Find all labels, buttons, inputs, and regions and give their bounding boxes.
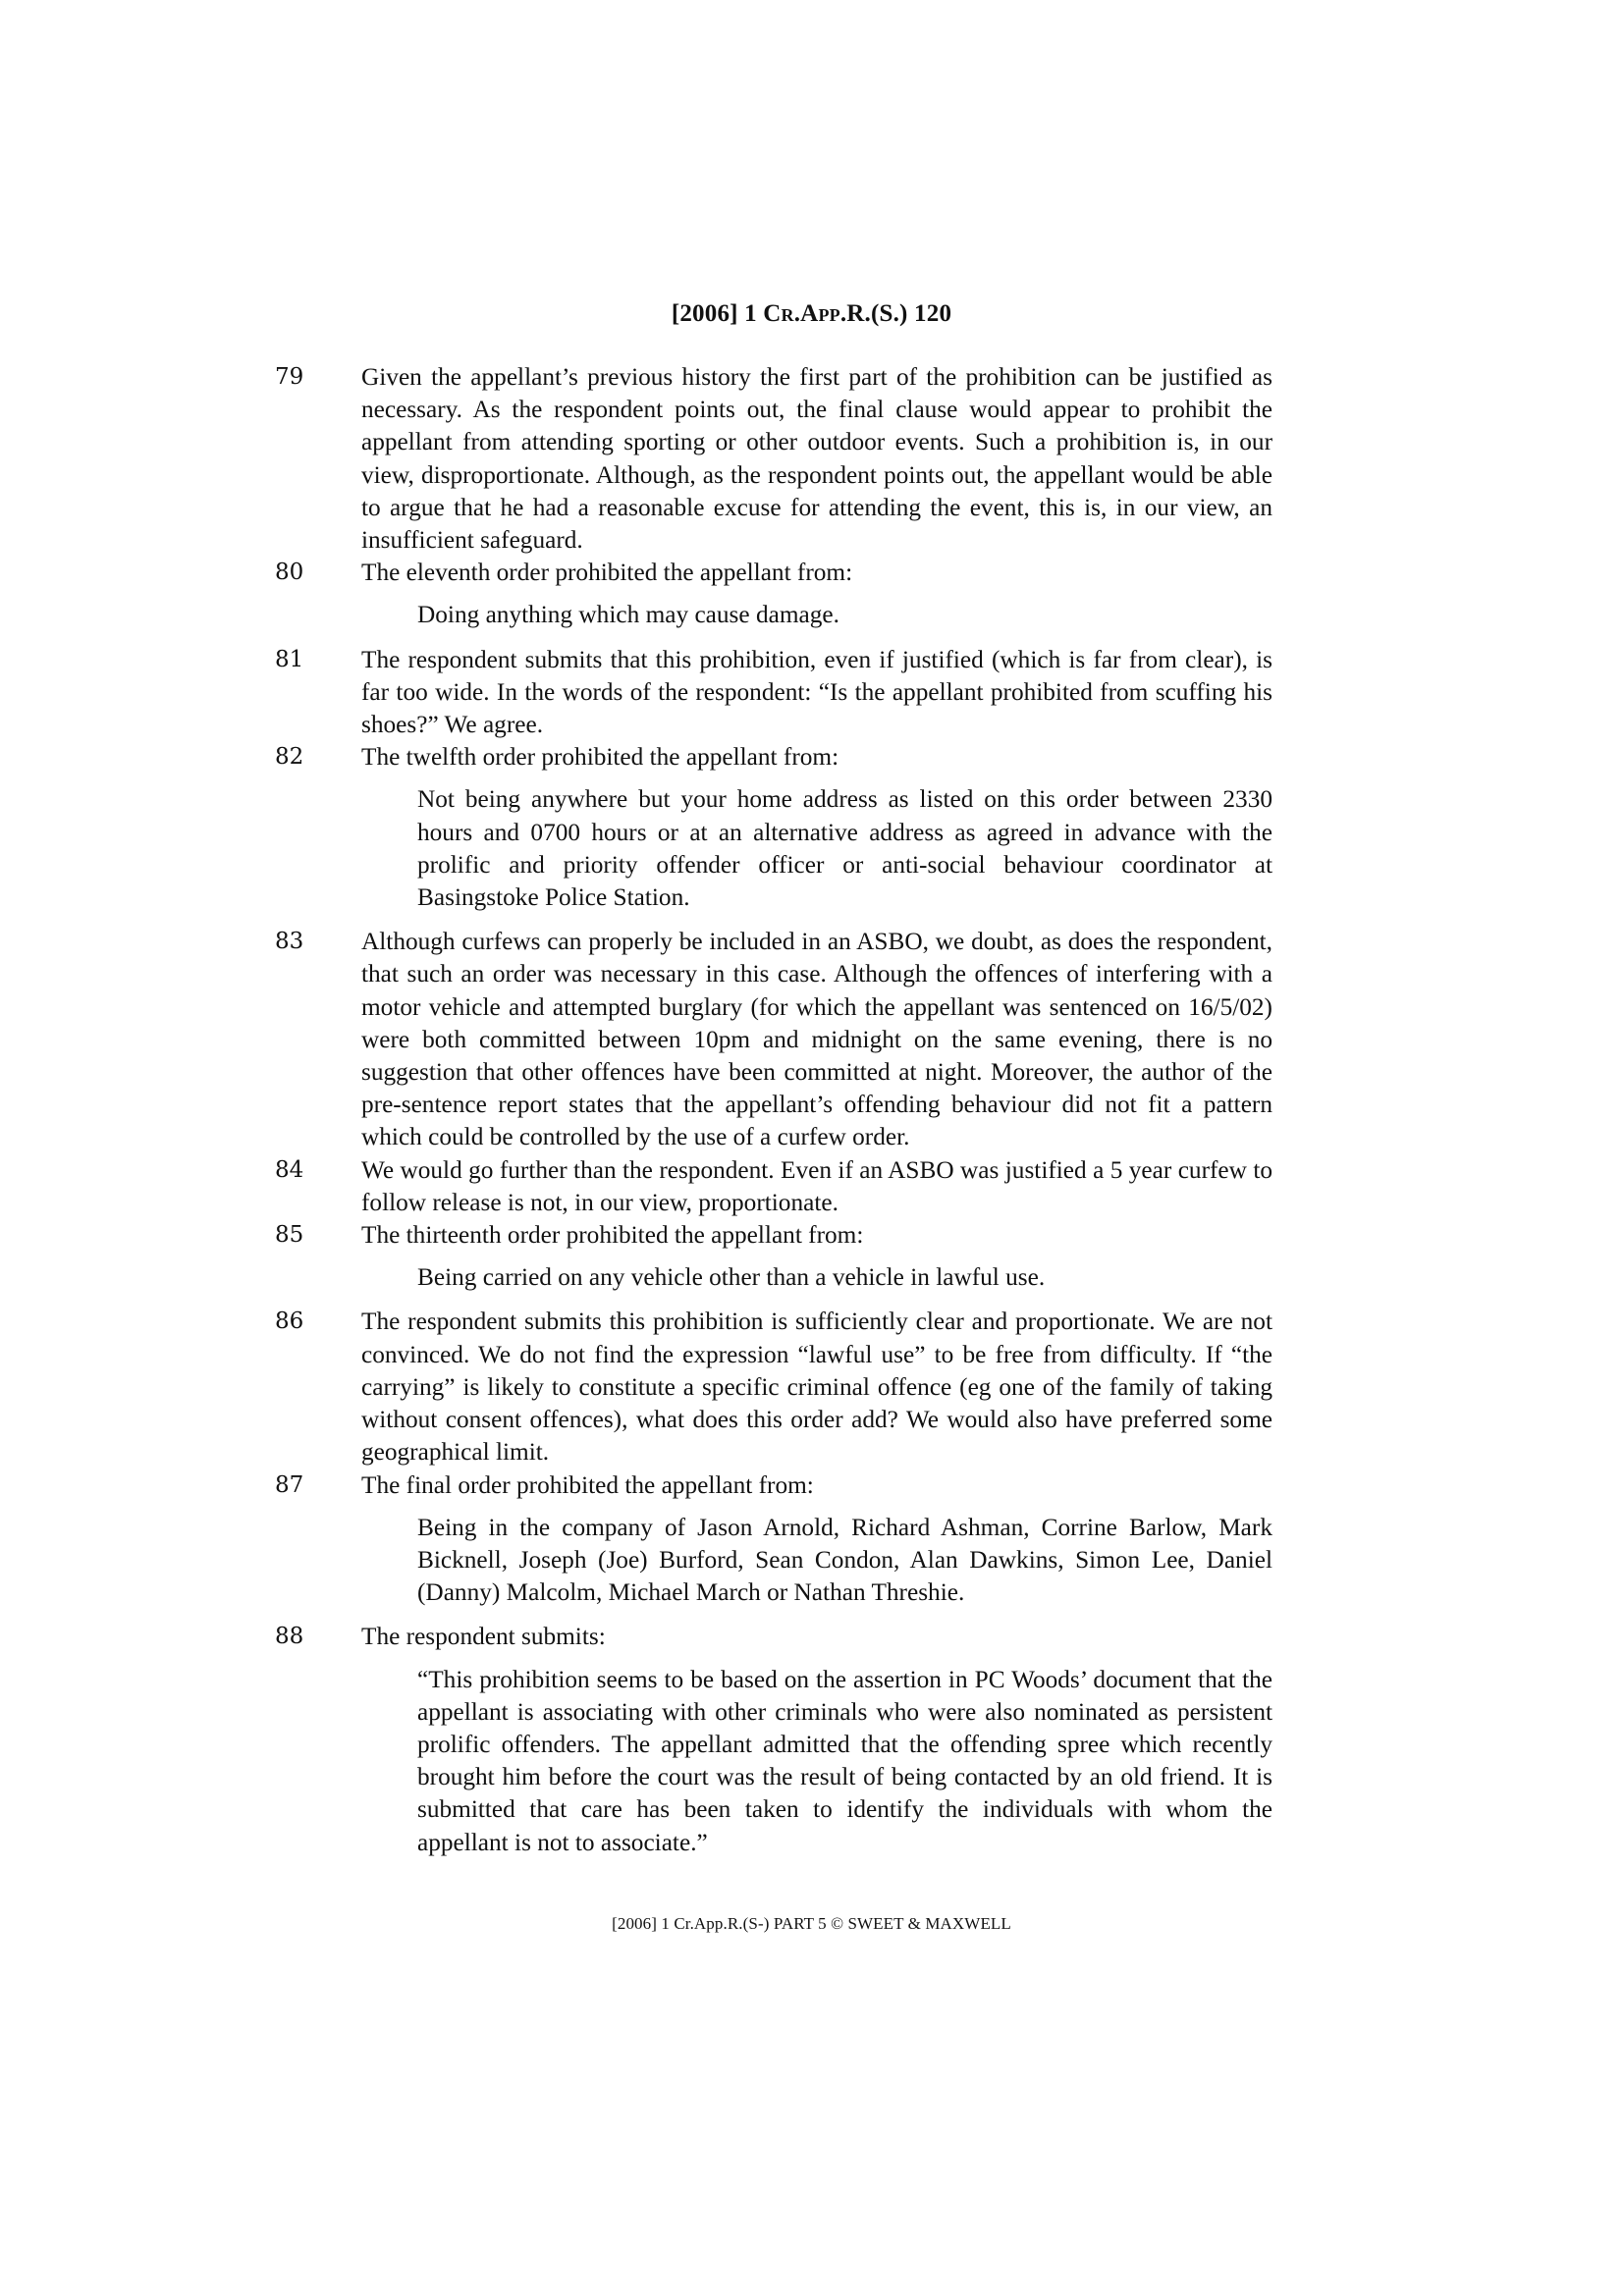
paragraph-85	[275, 1219, 1272, 1252]
paragraph-text: The twelfth order prohibited the appellant from:	[361, 743, 839, 772]
quoted-submission: “This prohibition seems to be based on the assertion in PC Woods’ document that the appellant is associating with other criminals who were also nominated as persistent prolific offenders. The appellant admitted that the offending spree which recently brought him before the court was the result of being contacted by an old friend. It is submitted that care has been taken to identify the individuals with whom the appellant is not to associate.”	[417, 1665, 1272, 1856]
paragraph-87	[275, 1469, 1272, 1502]
paragraph-text: The final order prohibited the appellant from:	[361, 1470, 814, 1499]
paragraph-79	[275, 361, 1272, 557]
paragraph-text: The eleventh order prohibited the appellant from:	[361, 559, 853, 587]
quoted-order: Not being anywhere but your home address as listed on this order between 2330 hours and 0700 hours or at an alternative address as agreed in advance with the prolific and priority offender officer or anti-social behaviour coordinator at Basingstoke Police Station.	[417, 785, 1272, 912]
paragraph-number: 81	[275, 646, 304, 672]
quoted-order: Being in the company of Jason Arnold, Richard Ashman, Corrine Barlow, Mark Bicknell, Joseph (Joe) Burford, Sean Condon, Alan Dawkins, Simon Lee, Daniel (Danny) Malcolm, Michael March or Nathan Threshie.	[417, 1513, 1272, 1607]
header-page-number: 120	[907, 300, 952, 327]
paragraph-text: Although curfews can properly be included in an ASBO, we doubt, as does the respondent, that such an order was necessary in this case. Although the offences of interfering with a motor vehicle and attempted burglary (for which the appellant was sentenced on 16/5/02) were both committed between 10pm and midnight on the same evening, there is no suggestion that other offences have been committed at night. Moreover, the author of the pre-sentence report states that the appellant’s offending behaviour did not fit a pattern which could be controlled by the use of a curfew order.	[361, 928, 1272, 1151]
judgment-body	[275, 361, 1272, 1871]
header-prefix: [2006] 1	[671, 300, 764, 327]
paragraph-text: The thirteenth order prohibited the appellant from:	[361, 1221, 864, 1250]
paragraph-number: 83	[275, 929, 304, 955]
paragraph-82	[275, 741, 1272, 774]
paragraph-number: 79	[275, 364, 304, 390]
paragraph-83	[275, 926, 1272, 1153]
paragraph-84	[275, 1154, 1272, 1219]
paragraph-text: The respondent submits that this prohibition, even if justified (which is far from clear), is far too wide. In the words of the respondent: “Is the appellant prohibited from scuffing his shoes?” We agree.	[361, 645, 1272, 739]
paragraph-88	[275, 1621, 1272, 1653]
paragraph-number: 85	[275, 1222, 304, 1249]
page-header	[0, 300, 1623, 328]
header-reporter: Cr.App.R.(S.)	[763, 300, 908, 327]
paragraph-number: 80	[275, 560, 304, 586]
page-footer: [2006] 1 Cr.App.R.(S-) PART 5 © SWEET & MAXWELL	[612, 1914, 1011, 1933]
paragraph-number: 88	[275, 1624, 304, 1650]
paragraph-number: 86	[275, 1308, 304, 1335]
paragraph-text: The respondent submits:	[361, 1623, 606, 1651]
paragraph-text: We would go further than the respondent. Even if an ASBO was justified a 5 year curfew to follow release is not, in our view, proportionate.	[361, 1155, 1272, 1216]
paragraph-number: 82	[275, 744, 304, 771]
paragraph-86	[275, 1306, 1272, 1468]
paragraph-text: The respondent submits this prohibition is sufficiently clear and proportionate. We are not convinced. We do not find the expression “lawful use” to be free from difficulty. If “the carrying” is likely to constitute a specific criminal offence (eg one of the family of taking without consent offences), what does this order add? We would also have preferred some geographical limit.	[361, 1308, 1272, 1467]
paragraph-number: 87	[275, 1471, 304, 1498]
quoted-order: Doing anything which may cause damage.	[417, 601, 839, 629]
paragraph-text: Given the appellant’s previous history the first part of the prohibition can be justified as necessary. As the respondent points out, the final clause would appear to prohibit the appellant from attending sporting or other outdoor events. Such a prohibition is, in our view, disproportionate. Although, as the respondent points out, the appellant would be able to argue that he had a reasonable excuse for attending the event, this is, in our view, an insufficient safeguard.	[361, 363, 1272, 555]
paragraph-81	[275, 644, 1272, 742]
quoted-order: Being carried on any vehicle other than a vehicle in lawful use.	[417, 1263, 1046, 1292]
paragraph-80	[275, 557, 1272, 589]
paragraph-number: 84	[275, 1156, 304, 1183]
